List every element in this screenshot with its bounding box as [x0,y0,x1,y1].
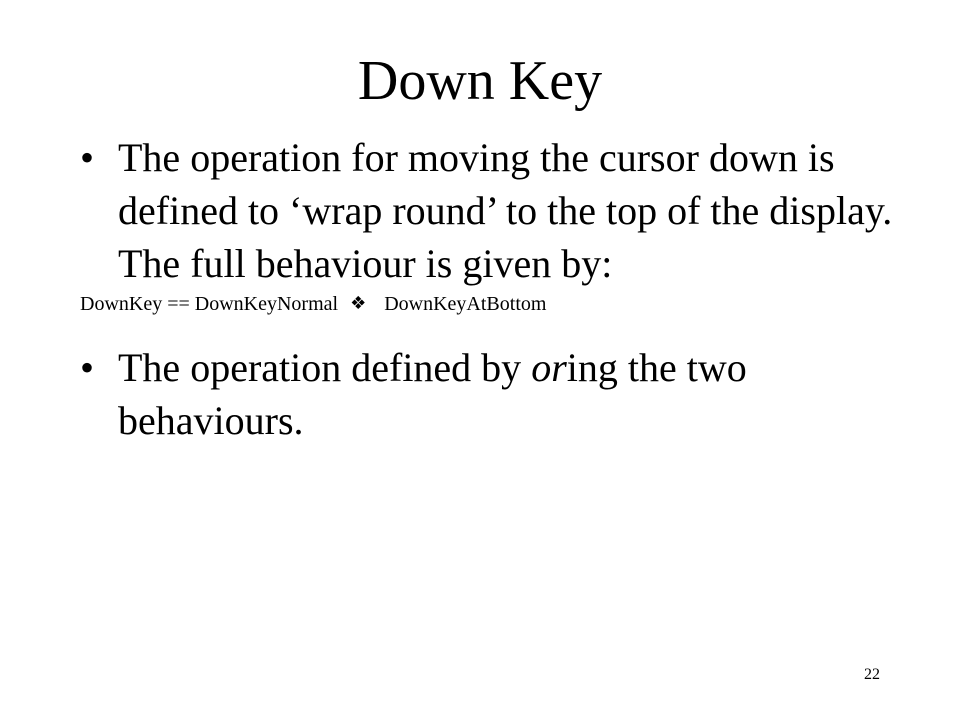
bullet-text [80,341,900,447]
bullet-marker: • [80,345,95,390]
formula-right: DownKeyAtBottom [384,293,547,315]
emphasized-word: or [531,345,567,390]
bullet-item-1 [80,131,900,290]
formula-line [80,289,546,319]
bullet-marker: • [80,135,95,180]
four-diamond-ornament-icon: ❖ [350,293,367,314]
bullet-text-part: The operation defined by [118,345,532,390]
slide-title: Down Key [357,50,603,112]
bullet-text-part: ing the two behaviours. [118,345,747,443]
formula-left: DownKey == DownKeyNormal [80,293,339,315]
page-number: 22 [864,666,880,683]
bullet-item-2 [80,341,900,447]
bullet-text: The operation for moving the cursor down is defined to ‘wrap round’ to the top of the display. The full behaviour is given by: [118,135,893,286]
